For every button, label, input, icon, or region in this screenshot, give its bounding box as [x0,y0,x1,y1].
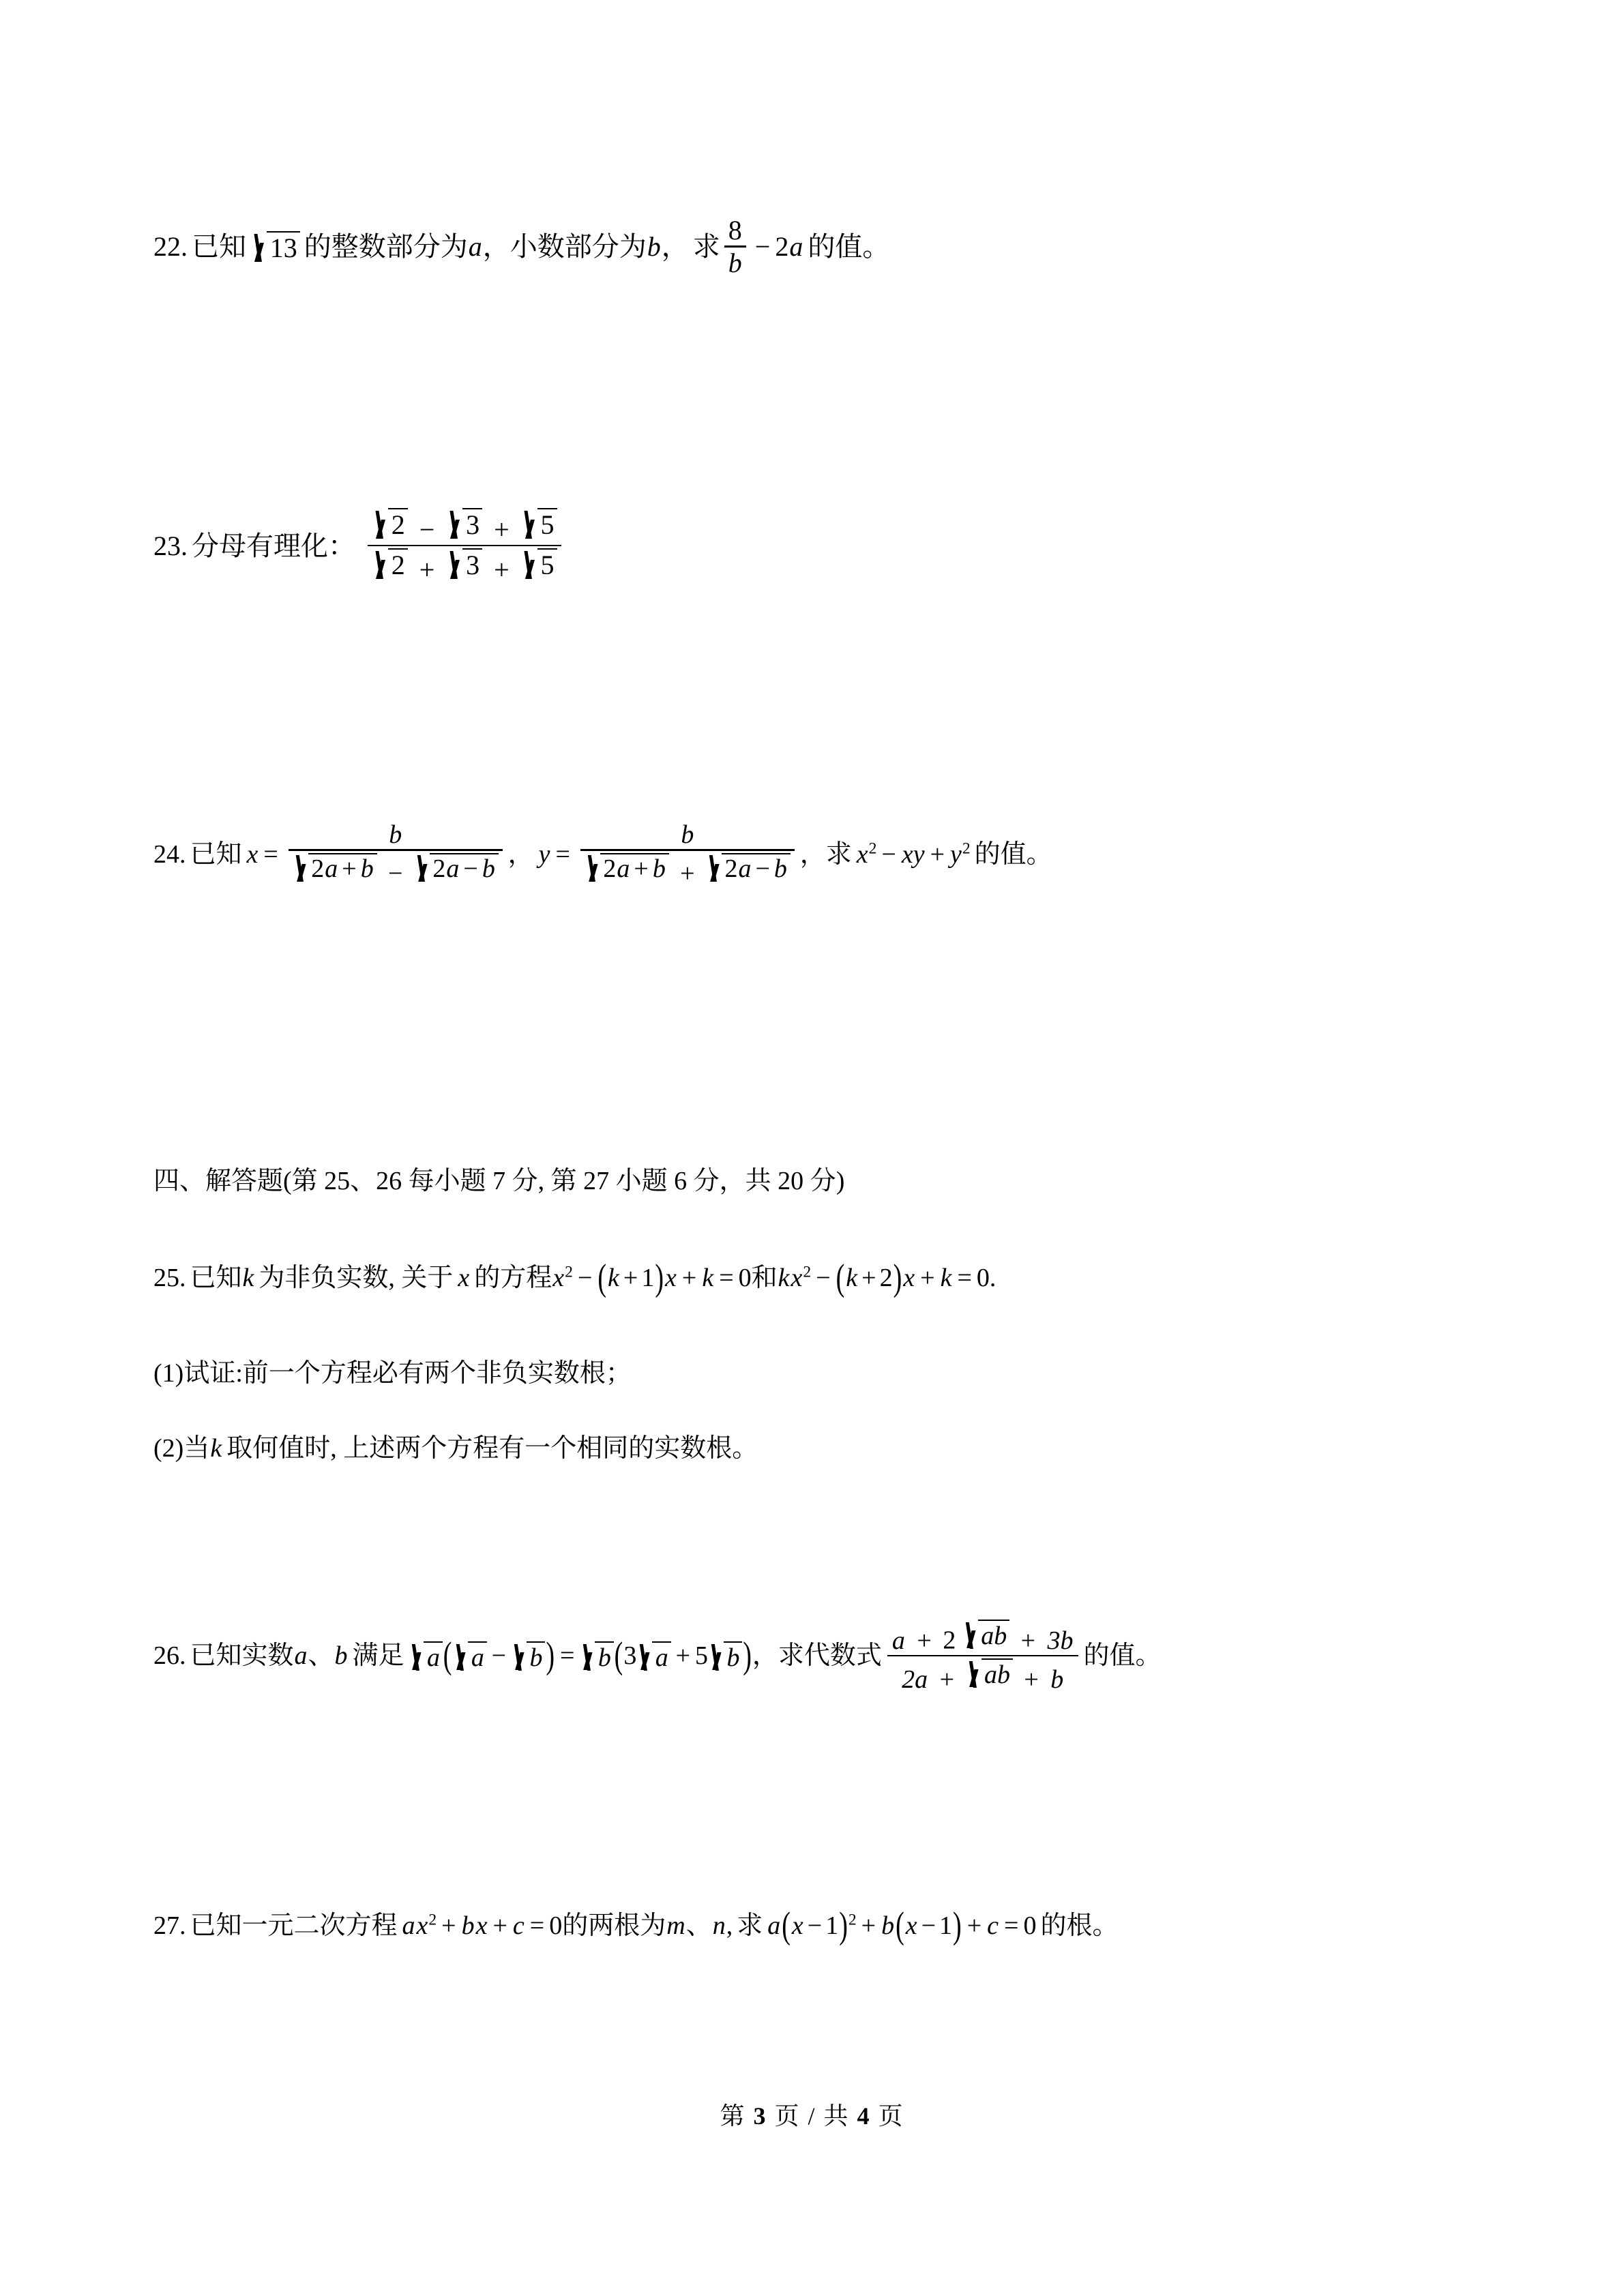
equation-1-x2: x [665,1264,677,1292]
question-22-var-b: b [647,230,661,262]
sqrt-3-den: 3 [446,548,482,579]
f-zero: 0 [1023,1911,1037,1940]
question-22-number: 22. [153,230,188,262]
question-25-period: . [989,1264,996,1292]
sqrt-2a-minus-b-radicand: 2a − b [430,853,499,882]
question-27-text-3: 求 [737,1911,763,1940]
numerator-op-2: + [494,513,510,545]
sqrt-a-inner-rhs: a [636,1641,670,1671]
footer-mid: 页 / 共 [774,2102,850,2130]
fraction-numerator: 8 [728,215,742,245]
question-25-subitem-1 [153,1360,632,1386]
sqrt-2a-plus-b [585,853,669,882]
sqrt-2a-plus-b-radicand: 2a + b [600,853,669,882]
sqrt-2a-plus-b [293,853,377,882]
fraction-denominator [897,1656,1068,1693]
question-25-text-4: 和 [751,1264,778,1292]
question-22-comma-2: ， [661,230,689,262]
numerator-op-1: − [419,513,435,545]
num-coef-2: 2 [943,1626,956,1655]
question-27-pause: 、 [685,1911,712,1940]
eq-zero: 0 [549,1911,563,1940]
f-group-2: (x − 1) [896,1905,962,1947]
eq-c: c [512,1911,525,1940]
question-22-text-4: 求 [692,230,720,262]
equation-1-minus: − [577,1264,593,1292]
question-24-number: 24. [153,839,186,869]
sqrt-5-num: 5 [521,508,557,539]
subitem-2-text-2: 取何值时, 上述两个方程有一个相同的实数根。 [226,1434,758,1463]
equation-1-k: k [608,1264,619,1292]
question-22-coef: 2 [775,230,789,262]
sqrt-2a-plus-b-radicand: 2a + b [308,853,377,882]
paren-close: ) [546,1635,555,1677]
question-22-var-a: a [468,230,482,262]
question-22-text-2: 的整数部分为 [304,230,468,262]
question-27-var-m: m [666,1911,685,1940]
sqrt-2a-minus-b [414,853,499,882]
paren-open: ( [836,1257,845,1299]
sqrt-ab-numerator: ab [962,1620,1009,1649]
question-25-var-k: k [242,1264,254,1292]
lhs-minus: − [491,1641,507,1671]
sqrt-b-inner-rhs: b [708,1641,742,1671]
subitem-1-marker: (1) [153,1359,184,1388]
question-27-comma: , [726,1911,733,1940]
y-denominator-op: + [680,859,695,889]
question-24-expr-plus: + [930,839,945,869]
question-27-text-4: 的根。 [1040,1911,1119,1940]
eq-b: b [461,1911,475,1940]
f-group-1: $(x - 1)^2$ [782,1905,857,1947]
question-24-comma-2: ， [799,839,826,869]
question-22-var-a2: a [789,230,803,262]
fraction-8-over-b [724,217,746,277]
equation-1-one: 1 [641,1264,655,1292]
sqrt-2-num: 2 [372,508,408,539]
question-26-number: 26. [153,1641,186,1671]
question-26-text-3: 求代数式 [778,1641,882,1671]
equation-2-zero: 0 [976,1264,990,1292]
fraction-numerator [368,508,561,545]
question-24-expr-y: $y^2$ [950,839,971,869]
x-fraction [289,820,503,889]
sqrt-2a-minus-b [706,853,791,882]
paren-open: ( [443,1635,452,1677]
question-24-text-2: 求 [825,839,852,869]
question-25-var-x: x [458,1264,470,1292]
question-24-var-x: x [246,839,259,869]
question-24-expr-xy: xy [901,839,925,869]
equation-1-eq: = [719,1264,734,1292]
eq-x2: x [475,1911,488,1940]
equation-2-x2: x [903,1264,915,1292]
question-25-subitem-2 [153,1435,758,1461]
equation-2-plus: + [861,1264,876,1292]
section-four-detail: 第 25、26 每小题 7 分, 第 27 小题 6 分，共 20 分 [291,1167,836,1195]
x-denominator-op: − [388,859,403,889]
question-26-eq: = [560,1641,575,1671]
question-22 [153,217,889,277]
question-24 [153,820,1052,889]
eq-plus-2: + [492,1911,507,1940]
footer-total-pages: 4 [857,2102,871,2130]
fraction-numerator [887,1620,1078,1655]
question-22-comma-1: ， [482,230,510,262]
den-plus-1: + [939,1665,955,1694]
sqrt-5-den: 5 [521,548,557,579]
paren-close: ) [893,1257,902,1299]
page-footer [0,2097,1624,2132]
question-24-text-3: 的值。 [974,839,1052,869]
sqrt-13-radicand: 13 [267,231,300,262]
question-24-comma-1: ， [507,839,534,869]
question-23 [153,508,567,584]
num-a: a [891,1626,905,1655]
question-24-eq-y: = [555,839,570,869]
equation-2-k3: k [940,1264,952,1292]
denominator-op-1: + [419,554,435,586]
paren-open: ( [597,1257,607,1299]
footer-page-number: 3 [753,2102,767,2130]
question-27-text-1: 已知一元二次方程 [190,1911,398,1940]
sqrt-2a-minus-b-radicand: 2a − b [722,853,791,882]
rhs-coef-5: 5 [695,1641,708,1671]
sqrt-2-den: 2 [372,548,408,579]
question-26-var-a: a [294,1641,308,1671]
question-27-var-n: n [712,1911,726,1940]
question-26-pause: 、 [308,1641,334,1671]
paren-open: ( [614,1635,623,1677]
equation-1-plus: + [623,1264,638,1292]
equation-2-eq: = [957,1264,972,1292]
question-24-var-y: y [538,839,550,869]
sqrt-b-inner-lhs: b [511,1641,545,1671]
question-26-fraction [887,1620,1078,1693]
equation-1: $x^2$ [552,1263,573,1292]
question-27-equation: $ax^2$ [402,1911,437,1940]
footer-suffix: 页 [878,2102,904,2130]
question-25-text-1: 已知 [190,1264,242,1292]
question-26 [153,1620,1162,1693]
num-plus-1: + [917,1626,932,1655]
question-24-expr-x: $x^2$ [856,839,877,869]
paren-close: ) [953,1905,962,1947]
equation-2-minus: − [816,1264,831,1292]
denominator-op-2: + [494,554,510,586]
question-24-expr-minus: − [881,839,896,869]
fraction-denominator [580,851,795,887]
question-25-text-2: 为非负实数, 关于 [259,1264,454,1292]
question-25-text-3: 的方程 [474,1264,552,1292]
question-26-text-4: 的值。 [1083,1641,1162,1671]
fraction-denominator [368,546,561,584]
equation-1-zero: 0 [738,1264,752,1292]
f-b: b [881,1911,895,1940]
sqrt-a-lhs: a [409,1641,443,1671]
section-four-label: 四、解答题 [153,1167,284,1195]
question-22-text-3: 小数部分为 [510,230,647,262]
question-27 [153,1905,1119,1947]
section-four-paren-close: ) [836,1167,845,1195]
fraction-denominator [289,851,503,887]
y-fraction [580,820,795,889]
f-c: c [987,1911,999,1940]
question-26-text-1: 已知实数 [190,1641,294,1671]
f-a: a [767,1911,781,1940]
equation-2-two: 2 [879,1264,893,1292]
question-25-number: 25. [153,1264,186,1292]
paren-close: ) [655,1257,664,1299]
eq-equals: = [529,1911,545,1940]
sqrt-ab-denominator: ab [966,1658,1013,1688]
num-plus-2: + [1020,1626,1036,1655]
den-2a: 2a [902,1665,928,1694]
sqrt-13 [250,231,300,262]
rationalize-fraction [368,508,561,584]
question-26-text-2: 满足 [352,1641,404,1671]
equation-1-plus2: + [681,1264,697,1292]
fraction-numerator: b [681,820,694,849]
f-equals: = [1004,1911,1019,1940]
den-plus-2: + [1024,1665,1039,1694]
fraction-numerator: b [389,820,402,849]
question-27-text-2: 的两根为 [562,1911,666,1940]
question-23-number: 23. [153,530,188,561]
section-four-heading [153,1159,844,1197]
footer-prefix: 第 [720,2102,746,2130]
paren-close: ) [839,1905,848,1947]
equation-2: $kx^2$ [778,1263,812,1292]
paren-open: ( [782,1905,791,1947]
eq-plus-1: + [441,1911,456,1940]
f-plus-2: + [966,1911,982,1940]
subitem-1-text: 试证:前一个方程必有两个非负实数根； [183,1359,632,1388]
paren-close: ) [743,1635,752,1677]
question-23-text-1: 分母有理化： [192,530,355,561]
rhs-coef-3: 3 [623,1641,637,1671]
den-b: b [1050,1665,1064,1694]
equation-2-k2: k [846,1264,858,1292]
section-four-paren-open: ( [283,1167,292,1195]
f-plus-1: + [861,1911,876,1940]
question-24-eq-x: = [263,839,278,869]
equation-1-k2: k [702,1264,714,1292]
rhs-plus: + [675,1641,690,1671]
sqrt-b-rhs: b [579,1641,613,1671]
fraction-denominator: b [728,247,742,278]
question-22-text-5: 的值。 [808,230,890,262]
question-26-comma: ， [752,1641,778,1671]
question-27-number: 27. [153,1911,186,1940]
question-24-text-1: 已知 [190,839,242,869]
subitem-2-var-k: k [210,1434,222,1463]
question-22-minus: − [754,230,771,262]
sqrt-a-inner-lhs: a [452,1641,486,1671]
question-22-text-1: 已知 [192,230,246,262]
paren-open: ( [896,1905,904,1947]
equation-2-plus2: + [920,1264,935,1292]
question-26-var-b: b [334,1641,348,1671]
subitem-2-marker: (2) [153,1434,184,1463]
num-3b: 3b [1047,1626,1074,1655]
sqrt-3-num: 3 [446,508,482,539]
subitem-2-text-1: 当 [183,1434,210,1463]
question-25 [153,1257,996,1299]
